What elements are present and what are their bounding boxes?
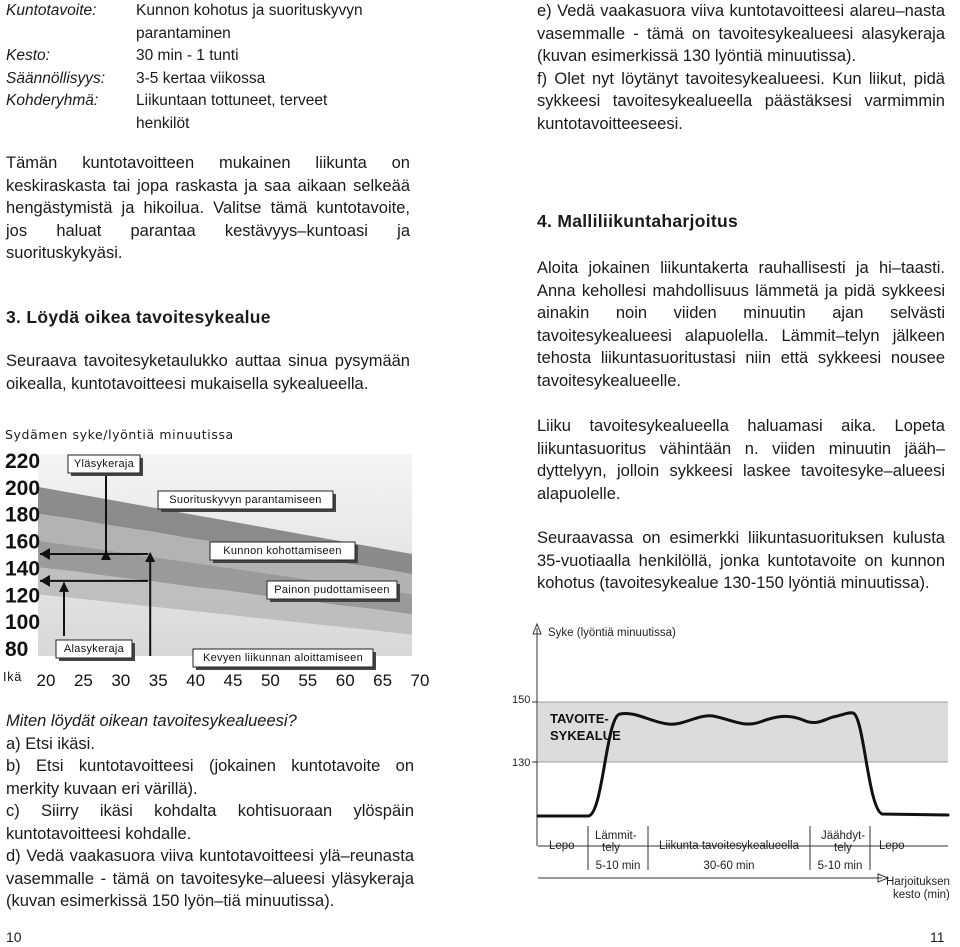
svg-text:Painon pudottamiseen: Painon pudottamiseen xyxy=(274,584,390,596)
workout-phase-rest-start: Lepo xyxy=(549,840,575,852)
howto-continued xyxy=(537,0,945,135)
howto-question: Miten löydät oikean tavoitesykealueesi? xyxy=(6,712,297,730)
info-value-goal-line1: Kunnon kohotus ja suorituskyvyn xyxy=(136,2,363,19)
x-tick-label: 40 xyxy=(186,671,206,690)
workout-y-tick-130: 130 xyxy=(512,757,531,769)
info-value-target-group-line1: Liikuntaan tottuneet, terveet xyxy=(136,92,328,109)
x-tick-label: 60 xyxy=(335,671,355,690)
workout-phase-warmup-line2: tely xyxy=(602,842,620,854)
workout-x-axis-title-line2: kesto (min) xyxy=(893,889,950,901)
x-tick-label: 65 xyxy=(373,671,393,690)
y-tick-label: 100 xyxy=(5,611,41,635)
y-tick-label: 120 xyxy=(5,584,41,608)
x-tick-label: 30 xyxy=(111,671,131,690)
info-label-target-group: Kohderyhmä: xyxy=(6,92,99,109)
workout-duration-cooldown: 5-10 min xyxy=(817,860,863,872)
info-block xyxy=(6,0,426,135)
section4-paragraph-1: Aloita jokainen liikuntakerta rauhallisesti ja hi–taasti. Anna kehollesi mahdollisuus lämmetä ja pidä sykkeesi ainakin noin viiden minuutin ajan selvästi tavoitesykealueesi alapuolella. Lämmit–telyn jälkeen tehosta liikuntasuoritustasi niin että sykkeesi nousee tavoitesykealueelle. xyxy=(537,259,945,390)
x-tick-label: 55 xyxy=(298,671,318,690)
y-tick-label: 200 xyxy=(5,476,41,500)
section3-heading: 3. Löydä oikea tavoitesykealue xyxy=(6,307,271,327)
section4-heading: 4. Malliliikuntaharjoitus xyxy=(537,211,739,231)
workout-profile-chart xyxy=(498,620,958,910)
workout-phase-cooldown-line1: Jäähdyt- xyxy=(821,830,866,842)
workout-y-axis-title: Syke (lyöntiä minuutissa) xyxy=(548,627,676,639)
x-tick-label: 45 xyxy=(223,671,243,690)
howto-step-d: d) Vedä vaakasuora viiva kuntotavoitteesi ylä–reunasta vasemmalle - tämä on tavoitesyke–alueesi yläsykeraja (kuvan esimerkissä 150 lyön–tiä minuutissa). xyxy=(6,847,414,910)
svg-text:Alasykeraja: Alasykeraja xyxy=(63,643,125,655)
y-tick-label: 220 xyxy=(5,450,41,473)
svg-text:Suorituskyvyn parantamiseen: Suorituskyvyn parantamiseen xyxy=(169,494,322,506)
workout-phase-warmup-line1: Lämmit- xyxy=(595,830,637,842)
left-chart-title: Sydämen syke/lyöntiä minuutissa xyxy=(5,427,234,442)
x-tick-label: 35 xyxy=(148,671,168,690)
info-label-frequency: Säännöllisyys: xyxy=(6,69,106,87)
workout-phase-rest-end: Lepo xyxy=(879,840,905,852)
info-value-goal-line2: parantaminen xyxy=(136,24,231,42)
x-axis-title: Ikä xyxy=(3,670,23,684)
x-tick-label: 25 xyxy=(73,671,93,690)
howto-step-f: f) Olet nyt löytänyt tavoitesykealueesi. Kun liikut, pidä sykkeesi tavoitesykealueella päästäksesi varmimmin kuntotavoitteeseesi. xyxy=(537,69,945,133)
workout-x-axis-title-line1: Harjoituksen xyxy=(886,876,950,888)
y-tick-label: 180 xyxy=(5,503,41,527)
y-tick-label: 80 xyxy=(5,638,29,661)
workout-zone-label-line1: TAVOITE- xyxy=(550,711,609,726)
howto-step-a: a) Etsi ikäsi. xyxy=(6,734,95,753)
x-tick-label: 20 xyxy=(36,671,56,690)
howto-step-b: b) Etsi kuntotavoitteesi (jokainen kuntotavoite on merkity kuvaan eri värillä). xyxy=(6,757,414,798)
y-tick-label: 160 xyxy=(5,530,41,554)
intro-paragraph: Tämän kuntotavoitteen mukainen liikunta on keskiraskasta tai jopa raskasta ja saa aikaan selkeää hengästymistä ja hikoilua. Valitse tämä kuntotavoite, jos haluat parantaa kestävyys–kuntoasi ja suorituskykyäsi. xyxy=(6,154,410,262)
zone-label-weight-loss xyxy=(267,581,400,602)
section4-paragraph-2: Liiku tavoitesykealueella haluamasi aika. Lopeta liikuntasuoritus vähintään n. viiden minuutin jääh–dyttelyyn, jolloin sykkeesi laskee tavoitesyke–alueesi alapuolelle. xyxy=(537,417,945,503)
workout-phase-cooldown-line2: tely xyxy=(834,842,852,854)
workout-phase-exercise: Liikunta tavoitesykealueella xyxy=(658,840,800,852)
zone-label-condition xyxy=(210,542,358,563)
svg-text:Kevyen liikunnan aloittamiseen: Kevyen liikunnan aloittamiseen xyxy=(202,652,364,664)
page-number-right: 11 xyxy=(930,929,945,945)
x-tick-label: 70 xyxy=(410,671,430,690)
x-tick-label: 50 xyxy=(260,671,280,690)
howto-step-e: e) Vedä vaakasuora viiva kuntotavoitteesi alareu–nasta vasemmalle - tämä on tavoitesykealueesi alasykeraja (kuvan esimerkissä 130 lyöntiä minuutissa). xyxy=(537,2,945,65)
info-value-duration: 30 min - 1 tunti xyxy=(136,47,239,64)
target-heart-rate-chart xyxy=(0,444,430,694)
workout-zone-label-line2: SYKEALUE xyxy=(550,728,621,743)
svg-text:Yläsykeraja: Yläsykeraja xyxy=(73,458,135,470)
section3-paragraph: Seuraava tavoitesyketaulukko auttaa sinua pysymään oikealla, kuntotavoitteesi mukaisella sykealueella. xyxy=(6,352,410,393)
zone-label-light-exercise xyxy=(193,649,376,670)
svg-text:Kunnon kohottamiseen: Kunnon kohottamiseen xyxy=(223,545,342,557)
info-label-duration: Kesto: xyxy=(6,47,50,64)
info-value-target-group-line2: henkilöt xyxy=(136,114,190,132)
workout-duration-warmup: 5-10 min xyxy=(595,860,641,872)
info-label-goal: Kuntotavoite: xyxy=(6,2,97,19)
howto-block xyxy=(6,710,414,913)
info-value-frequency: 3-5 kertaa viikossa xyxy=(136,69,266,87)
zone-label-performance xyxy=(158,491,336,512)
y-tick-label: 140 xyxy=(5,557,41,581)
upper-limit-label xyxy=(68,455,143,476)
workout-duration-exercise: 30-60 min xyxy=(703,860,755,872)
section4-paragraph-3: Seuraavassa on esimerkki liikuntasuorituksen kulusta 35-vuotiaalla henkilöllä, jonka kuntotavoite on kunnon kohotus (tavoitesykealue 130-150 lyöntiä minuutissa). xyxy=(537,529,945,592)
page-number-left: 10 xyxy=(6,929,22,945)
howto-step-c: c) Siirry ikäsi kohdalta kohtisuoraan ylöspäin kuntotavoitteesi kohdalle. xyxy=(6,802,414,843)
workout-y-tick-150: 150 xyxy=(512,694,531,706)
lower-limit-label xyxy=(56,640,135,661)
